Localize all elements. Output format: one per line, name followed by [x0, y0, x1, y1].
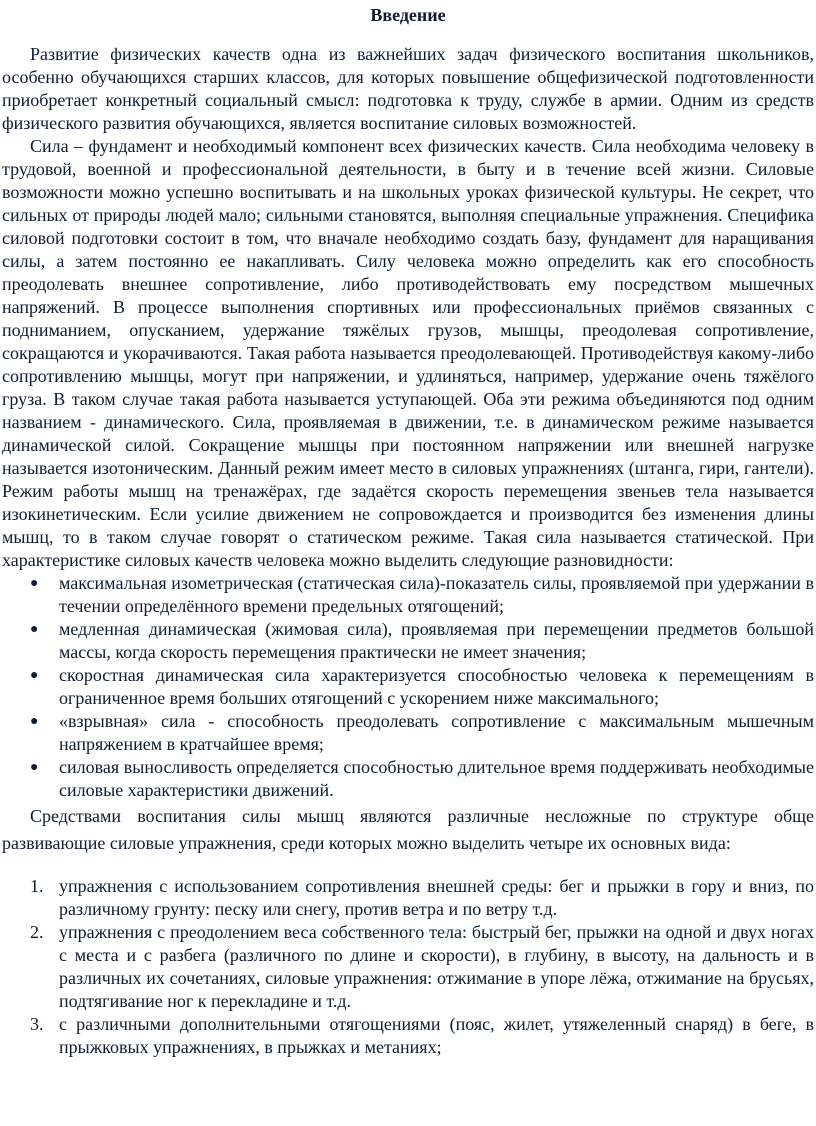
numbered-item [2, 1013, 814, 1059]
list-item-text: «взрывная» сила - способность преодолевать сопротивление с максимальным мышечным напряжением в кратчайшее время; [59, 711, 814, 754]
list-item [2, 572, 814, 618]
numbered-item-text: упражнения с преодолением веса собственного тела: быстрый бег, прыжки на одной и двух ногах с места и с разбега (различного по длине и скорости), в глубину, в высоту, на дальность и в различных их сочетаниях, силовые упражнения: отжимание в упоре лёжа, отжимание на брусьях, подтягивание ног к перекладине и т.д. [59, 922, 814, 1011]
numbered-item [2, 875, 814, 921]
bullet-icon: ● [30, 714, 39, 729]
intro-paragraph: Развитие физических качеств одна из важнейших задач физического воспитания школьников, особенно обучающихся старших классов, для которых повышение общефизической подготовленности приобретает конкретный социальный смысл: подготовка к труду, службе в армии. Одним из средств физического развития обучающихся, является воспитание силовых возможностей. [2, 44, 814, 133]
item-number: 1. [30, 876, 44, 896]
list-item [2, 664, 814, 710]
list-item [2, 618, 814, 664]
list-item [2, 710, 814, 756]
strength-paragraph: Сила – фундамент и необходимый компонент всех физических качеств. Сила необходима человеку в трудовой, военной и профессиональной деятельности, в быту и в течение всей жизни. Силовые возможности можно успешно воспитывать и на школьных уроках физической культуры. Не секрет, что сильных от природы людей мало; сильными становятся, выполняя специальные упражнения. Специфика силовой подготовки состоит в том, что вначале необходимо создать базу, фундамент для наращивания силы, а затем постоянно ее накапливать. Силу человека можно определить как его способность преодолевать внешнее сопротивление, либо противодействовать ему посредством мышечных напряжений. В процессе выполнения спортивных или профессиональных приёмов связанных с подниманием, опусканием, удержание тяжёлых грузов, мышцы, преодолевая сопротивление, сокращаются и укорачиваются. Такая работа называется преодолевающей. Противодействуя какому-либо сопротивлению мышцы, могут при напряжении, и удлиняться, например, удержание очень тяжёлого груза. В таком случае такая работа называется уступающей. Оба эти режима объединяются под одним названием - динамического. Сила, проявляемая в движении, т.е. в динамическом режиме называется динамической силой. Сокращение мышцы при постоянном напряжении или внешней нагрузке называется изотоническим. Данный режим имеет место в силовых упражнениях (штанга, гири, гантели). Режим работы мышц на тренажёрах, где задаётся скорость перемещения звеньев тела называется изокинетическим. Если усилие движением не сопровождается и производится без изменения длины мышц, то в таком случае говорят о статическом режиме. Такая сила называется статической. При характеристике силовых качеств человека можно выделить следующие разновидности: [2, 136, 814, 570]
numbered-item-text: с различными дополнительными отягощениями (пояс, жилет, утяжеленный снаряд) в беге, в прыжковых упражнениях, в прыжках и метаниях; [59, 1014, 814, 1057]
list-item [2, 756, 814, 802]
page-title: Введение [370, 5, 446, 25]
bullet-icon: ● [30, 760, 39, 775]
list-item-text: скоростная динамическая сила характеризуется способностью человека к перемещениям в ограниченное время больших отягощений с ускорением ниже максимального; [59, 665, 814, 708]
numbered-item [2, 921, 814, 1013]
bullet-icon: ● [30, 576, 39, 591]
numbered-item-text: упражнения с использованием сопротивления внешней среды: бег и прыжки в гору и вниз, по различному грунту: песку или снегу, против ветра и по ветру т.д. [59, 876, 814, 919]
bullet-icon: ● [30, 622, 39, 637]
list-item-text: силовая выносливость определяется способностью длительное время поддерживать необходимые силовые характеристики движений. [59, 757, 814, 800]
item-number: 3. [30, 1014, 44, 1034]
bullet-icon: ● [30, 668, 39, 683]
exercise-types-list [2, 875, 814, 1059]
list-item-text: медленная динамическая (жимовая сила), проявляемая при перемещении предметов большой массы, когда скорость перемещения практически не имеет значения; [59, 619, 814, 662]
strength-types-list [2, 572, 814, 802]
means-paragraph: Средствами воспитания силы мышц являются различные несложные по структуре обще развивающие силовые упражнения, среди которых можно выделить четыре их основных вида: [2, 806, 814, 853]
list-item-text: максимальная изометрическая (статическая сила)-показатель силы, проявляемой при удержании в течении определённого времени предельных отягощений; [59, 573, 814, 616]
item-number: 2. [30, 922, 44, 942]
